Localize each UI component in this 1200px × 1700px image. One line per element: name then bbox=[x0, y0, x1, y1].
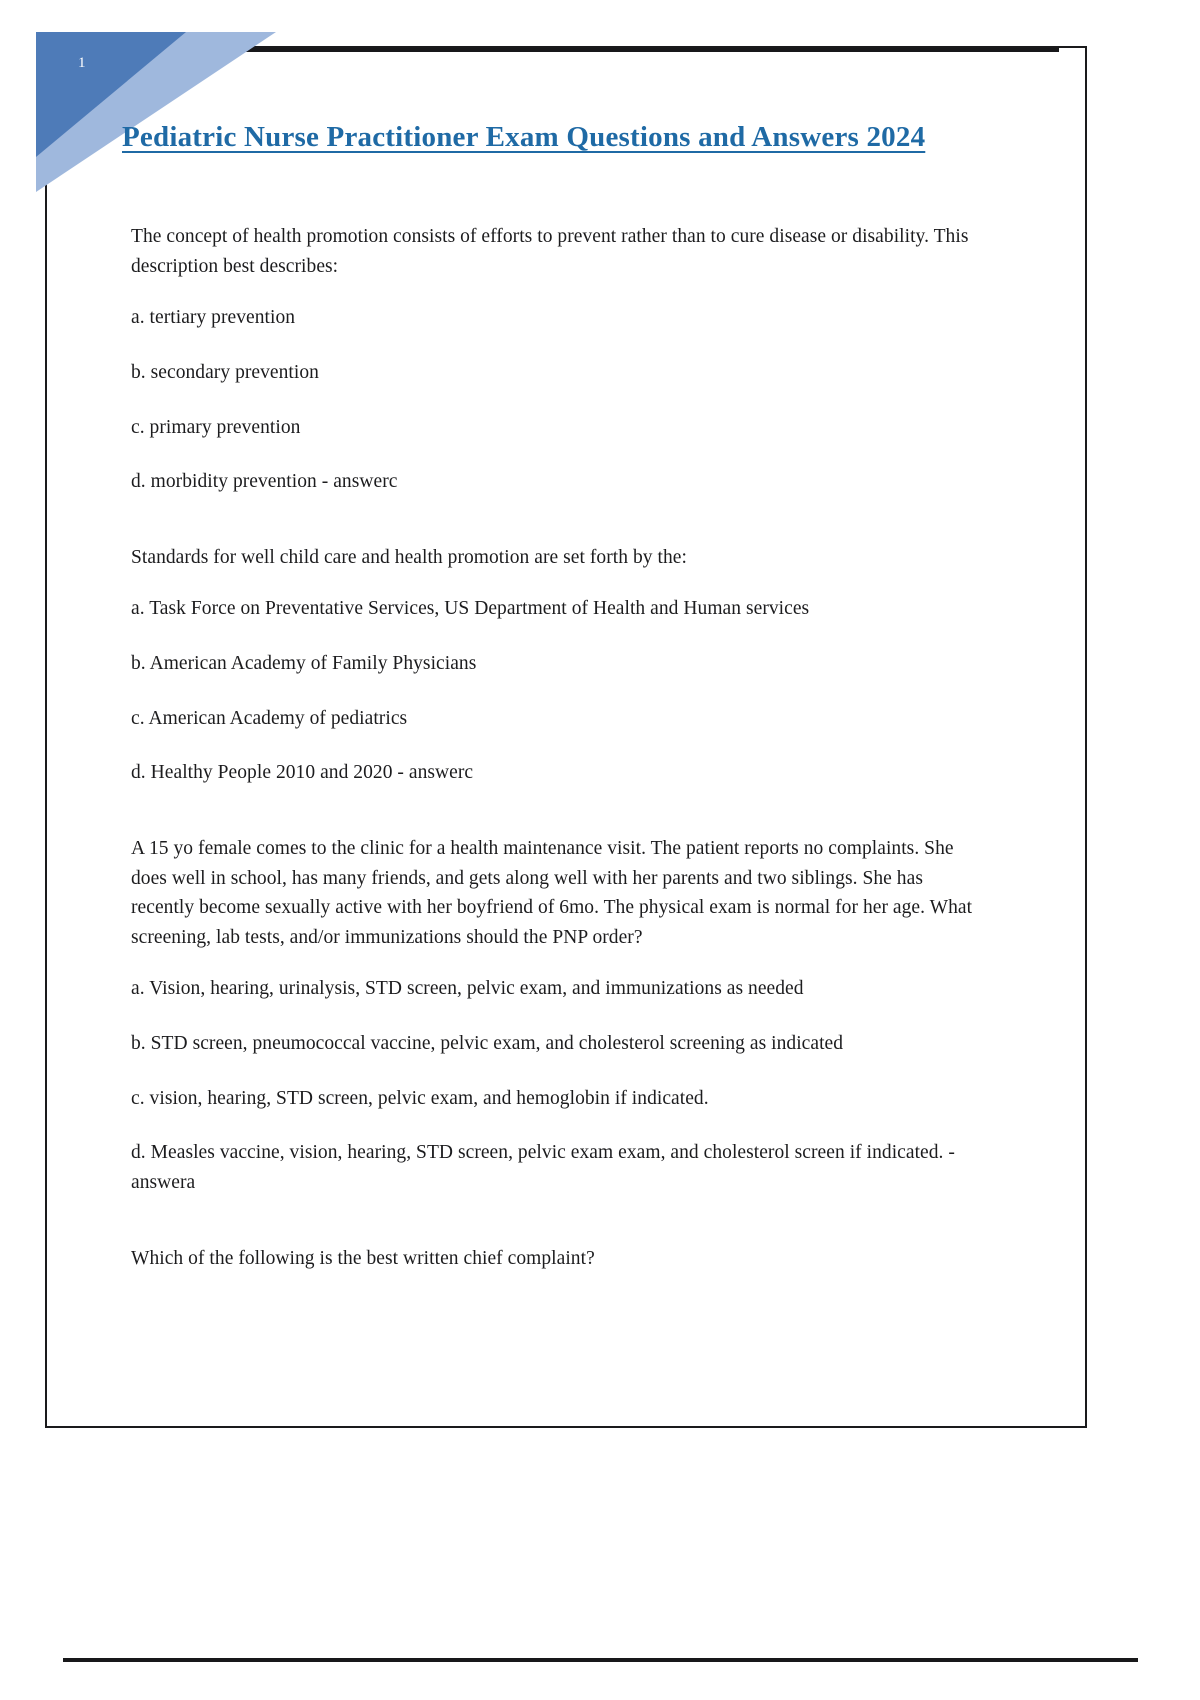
answer-option: c. American Academy of pediatrics bbox=[131, 707, 408, 729]
answer-option: d. Measles vaccine, vision, hearing, STD screen, pelvic exam exam, and cholesterol screen if indicated. - answera bbox=[131, 1142, 955, 1193]
answer-option: a. tertiary prevention bbox=[131, 307, 296, 329]
answer-option: c. primary prevention bbox=[131, 416, 301, 438]
question-block-3 bbox=[131, 834, 981, 1198]
answer-option: c. vision, hearing, STD screen, pelvic exam, and hemoglobin if indicated. bbox=[131, 1087, 709, 1109]
question-block-1 bbox=[131, 222, 981, 497]
question-stem: A 15 yo female comes to the clinic for a health maintenance visit. The patient reports no complaints. She does well in school, has many friends, and gets along well with her parents and two siblings. She has recently become sexually active with her boyfriend of 6mo. The physical exam is normal for her age. What screening, lab tests, and/or immunizations should the PNP order? bbox=[131, 837, 973, 948]
answer-option: a. Task Force on Preventative Services, US Department of Health and Human services bbox=[131, 598, 810, 620]
question-block-2 bbox=[131, 543, 981, 788]
question-block-4 bbox=[131, 1244, 981, 1274]
page-title: Pediatric Nurse Practitioner Exam Questions and Answers 2024 bbox=[122, 121, 926, 153]
answer-option: b. secondary prevention bbox=[131, 361, 319, 383]
block-spacer bbox=[131, 788, 981, 834]
answer-option: d. Healthy People 2010 and 2020 - answerc bbox=[131, 762, 474, 784]
question-stem: Which of the following is the best written chief complaint? bbox=[131, 1247, 595, 1269]
answer-option: d. morbidity prevention - answerc bbox=[131, 471, 398, 493]
question-stem: Standards for well child care and health promotion are set forth by the: bbox=[131, 546, 687, 568]
block-spacer bbox=[131, 1198, 981, 1244]
answer-option: a. Vision, hearing, urinalysis, STD screen, pelvic exam, and immunizations as needed bbox=[131, 978, 804, 1000]
exam-content bbox=[131, 222, 981, 1295]
bottom-horizontal-rule bbox=[63, 1658, 1138, 1662]
page-number: 1 bbox=[78, 55, 86, 71]
answer-option: b. American Academy of Family Physicians bbox=[131, 653, 477, 674]
answer-option: b. STD screen, pneumococcal vaccine, pelvic exam, and cholesterol screening as indicated bbox=[131, 1033, 844, 1054]
block-spacer bbox=[131, 497, 981, 543]
question-stem: The concept of health promotion consists of efforts to prevent rather than to cure disease or disability. This description best describes: bbox=[131, 226, 969, 277]
